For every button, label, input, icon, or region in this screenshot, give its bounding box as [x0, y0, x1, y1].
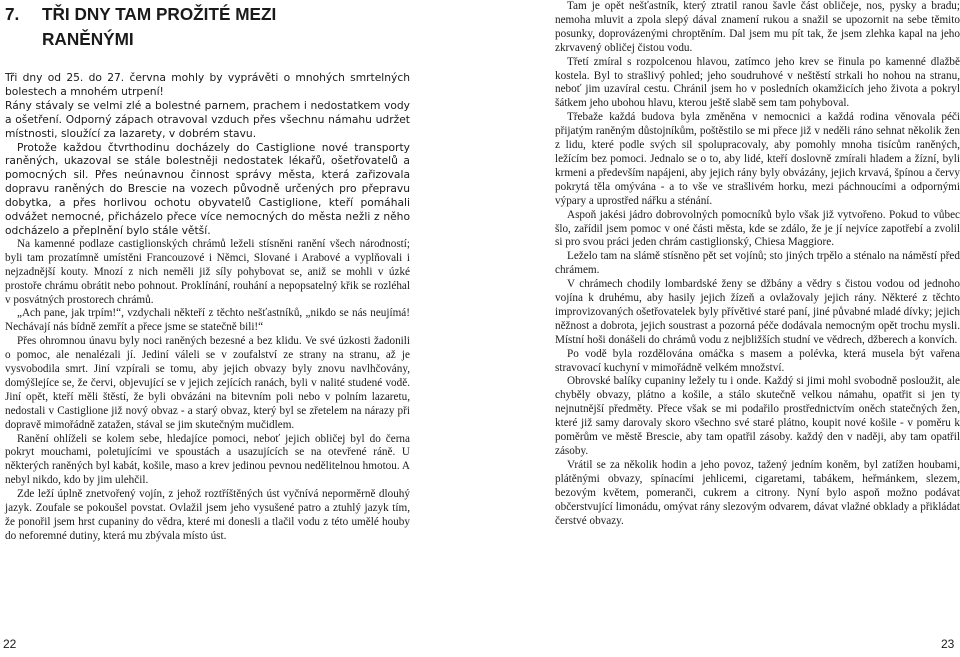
paragraph: Ranění ohlíželi se kolem sebe, hledajíce pomoci, neboť jejich obličej byl do černa pokryt mouchami, poletujícími ve spoustách a usazujících se na otevřené ráně. U některých raněných byl kabát, košile, maso a krev jedinou pevnou nedělitelnou hmotou. A nebyl nikdo, kdo by jim ulehčil.: [5, 432, 410, 487]
chapter-title-line-1: TŘI DNY TAM PROŽITÉ MEZI: [42, 4, 277, 24]
paragraph: Na kamenné podlaze castiglionských chrámů leželi stísněni ranění všech národností; byli tam prozatímně umístěni Francouzové i Němci, Slované i Arabové a vyplňovali i nejzadnější kouty. Mnozí z nich neměli již síly pohybovat se, aniž se mohli v úzké prostoře chrámu obrátit nebo pohnout. Proklínání, rouhání a nepopsatelný křik se rozléhal v posvátných prostorech chrámů.: [5, 237, 410, 306]
paragraph: Aspoň jakési jádro dobrovolných pomocníků bylo však již vytvořeno. Pokud to vůbec šlo, zařídil jsem pomoc v oné části města, kde se zdálo, že je jí nejvíce zapotřebí a zvolil si pro svou práci jeden chrám castiglionský, Chiesa Maggiore.: [555, 208, 960, 249]
paragraph: Tři dny od 25. do 27. června mohly by vyprávěti o mnohých smrtelných bolestech a mnohém utrpení! Rány stávaly se velmi zlé a bolestné parnem, prachem i nedostatkem vody a ošetření. Odporný zápach otravoval vzduch přes všechnu námahu udržet místnosti, sloužící za lazarety, v dobrém stavu.: [5, 71, 410, 140]
paragraph: Obrovské balíky cupaniny ležely tu i onde. Každý si jimi mohl svobodně posloužit, ale chyběly obvazy, plátno a košile, a stálo skutečně velkou námahu, opatřit si jen ty nejnutnější předměty. Přece však se mi podařilo prostřednictvím oněch statečných žen, které již samy darovaly skoro všechno své staré plátno, koupit nové košile - v poměru k poměrům ve městě Brescie, aby tam opatřil zásoby. každý den v naději, aby tam opatřil zásoby.: [555, 375, 960, 457]
paragraph: Třetí zmíral s rozpolcenou hlavou, zatímco jeho krev se řinula po kamenné dlažbě kostela. Byl to strašlivý pohled; jeho soudruhové v neštěstí strkali ho nohou na stranu, neboť jim uzavíral cestu. Chránil jsem ho v posledních okamžicích jeho života a pokryl šátkem jeho ubohou hlavu, kterou ještě slabě sem tam pohyboval.: [555, 55, 960, 110]
page-number-right: 23: [941, 637, 955, 651]
paragraph: „Ach pane, jak trpím!“, vzdychali někteří z těchto nešťastníků, „nikdo se nás neujímá! Nechávají nás bídně zemřít a přece jsme se statečně bili!“: [5, 307, 410, 334]
paragraph: V chrámech chodily lombardské ženy se džbány a vědry s čistou vodou od jednoho vojína k druhému, aby hasily jejich žízeň a ovlažovaly jejich rány. Některé z těchto improvizovaných ošetřovatelek byly přívětivé staré paní, jiné půvabné mladé dívky; jejich něžnost a dobrota, jejich soustrast a pozorná péče dodávala nemocným opět trochu mysli. Místní hoši donášeli do chrámů vodu z nejbližších studní ve vědrech, džberech a konvích.: [555, 278, 960, 346]
page-number-left: 22: [3, 637, 17, 651]
paragraph: Přes ohromnou únavu byly noci raněných bezesné a bez klidu. Ve své úzkosti žadonili o pomoc, ale nenalézali jí. Jediní váleli se v zoufalství ze strany na stranu, až je vysvobodila smrt. Jiní vzpírali se tomu, aby jejich obvazy byly znovu navlhčovány, domýšlejíce se, že červi, objevující se v jejich zejících ranách, byli v nalité studené vodě. Jiní opět, kteří měli štěstí, že byli obvázáni na bitevním poli nebo v polním lazaretu, nedostali v Castiglione již nový obvaz - a starý obvaz, který byl se zřetelem na nárazy při dopravě mimořádně zatažen, stával se jim skutečným mučidlem.: [5, 335, 410, 431]
paragraph: Zde leží úplně znetvořený vojín, z jehož roztříštěných úst vyčnívá neporměrně dlouhý jazyk. Zoufale se pokoušel povstat. Ovlažil jsem jeho vysušené patro a ztuhlý jazyk tím, že ponořil jsem hrst cupaniny do vědra, které mi donesli a tlačil vodu z této umělé houby do neforemné dutiny, která mu zbývala místo úst.: [5, 488, 410, 542]
chapter-title-line-2: RANĚNÝMI: [42, 29, 134, 49]
left-page-column: [5, 71, 410, 544]
paragraph: Vrátil se za několik hodin a jeho povoz, tažený jedním koněm, byl zatížen houbami, plátěnými obvazy, spínacími jehlicemi, cigaretami, tabákem, heřmánkem, slezem, bezovým květem, pomeranči, cukrem a citrony. Nyní bylo aspoň možno podávat občerstvující limonádu, omývat rány slezovým odvarem, dávat vlažné obklady a přikládat čerstvé obvazy.: [555, 458, 960, 527]
paragraph: Protože každou čtvrthodinu docházely do Castiglione nové transporty raněných, ukazoval se stále bolestněji nedostatek lékařů, ošetřovatelů a pomocných sil. Přes neúnavnou činnost správy města, která zařizovala dopravu raněných do Brescie na vozech původně určených pro přepravu dobytka, a přes horlivou ochotu obyvatelů Castiglione, kteří pomáhali odvážet nemocné, přicházelo přece více nemocných do města nežli z něho odcházelo a přeplnění bylo stále větší.: [5, 140, 410, 237]
paragraph: Po vodě byla rozdělována omáčka s masem a polévka, která musela být vařena stravovací kuchyní v mimořádně velkém množství.: [555, 347, 960, 374]
paragraph: Leželo tam na slámě stísněno pět set vojínů; sto jiných trpělo a sténalo na náměstí před chrámem.: [555, 250, 960, 277]
right-page-column: [555, 0, 960, 528]
paragraph: Třebaže každá budova byla změněna v nemocnici a každá rodina věnovala péči přijatým raněným důstojníkům, poštěstilo se mi přece již v neděli ráno sehnat několik žen z lidu, které podle svých sil spolupracovaly, aby pomohly mnoha tisícům raněných, ležícím bez pomoci. Jednalo se o to, aby lidé, kteří doslovně zmírali hladem a žízní, byli krmeni a především napájeni, aby jejich rány byly obvázány, jejich krvavá, špínou a červy pokrytá těla omývána - a to vše ve strašlivém horku, mezi páchnoucími a odpornými výpary a uprostřed nářku a sténání.: [555, 111, 960, 207]
chapter-number: 7.: [5, 4, 20, 24]
paragraph: Tam je opět nešťastník, který ztratil ranou šavle část obličeje, nos, pysky a bradu; nemoha mluvit a zpola slepý dával znamení rukou a snažil se upozornit na sebe těmito posunky, doprovázenými chroptěním. Dal jsem mu pít tak, že jsem zlehka kapal na jeho zkrvavený obličej čistou vodu.: [555, 0, 960, 54]
